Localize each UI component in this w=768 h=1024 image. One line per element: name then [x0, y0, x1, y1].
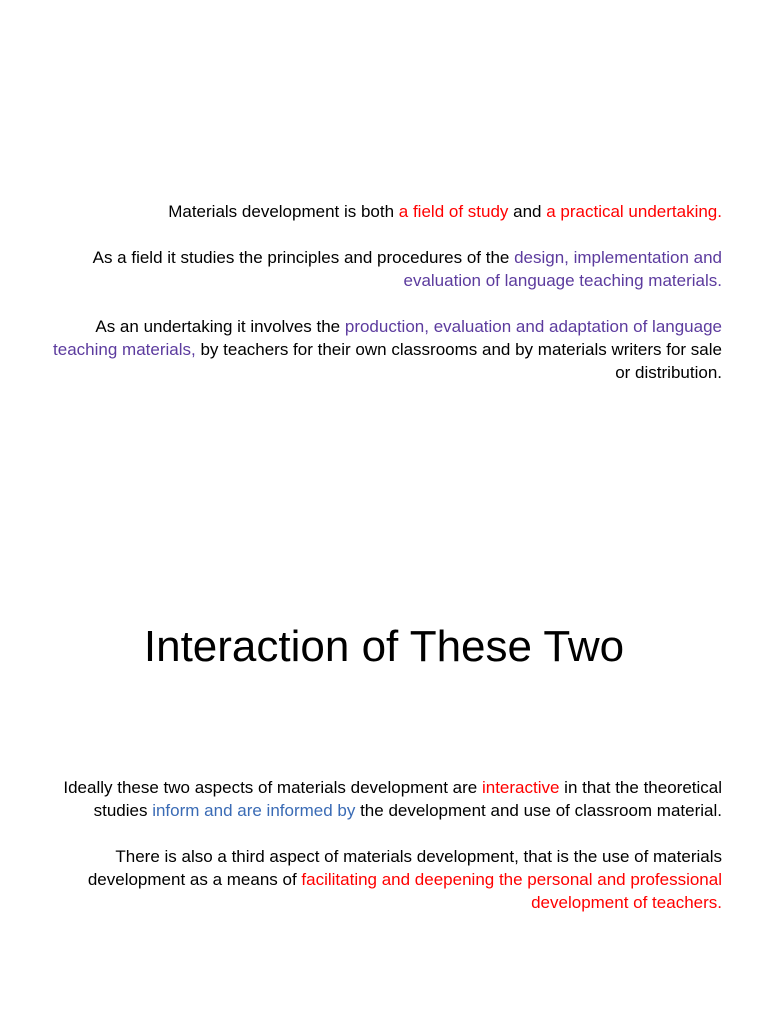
paragraph-as-a-field [40, 246, 722, 292]
text-run: As an undertaking it involves the [95, 317, 345, 336]
bottom-text-block [40, 776, 722, 914]
text-run: the development and use of classroom material. [355, 801, 722, 820]
text-run: There is also a third aspect of materials development, that is the use of materials development as a means of [87, 847, 722, 889]
highlight-field-of-study: a field of study [398, 202, 509, 221]
paragraph-interaction [40, 776, 722, 822]
paragraph-third-aspect [40, 845, 722, 914]
text-run: Materials development is both [168, 202, 399, 221]
text-run: As a field it studies the principles and procedures of the [92, 248, 515, 267]
top-text-block [40, 200, 722, 384]
text-run: and [508, 202, 547, 221]
highlight-design-implementation: design, implementation and evaluation of language teaching materials. [403, 248, 722, 290]
text-run: Ideally these two aspects of materials development are [63, 778, 482, 797]
paragraph-field-of-study [40, 200, 722, 223]
highlight-practical-undertaking: a practical undertaking. [546, 202, 722, 221]
highlight-inform: inform and are informed by [152, 801, 356, 820]
highlight-production-evaluation: production, evaluation and adaptation of language teaching materials, [53, 317, 722, 359]
paragraph-as-an-undertaking [40, 315, 722, 384]
text-run: in that the theoretical studies [93, 778, 722, 820]
section-heading: Interaction of These Two [143, 622, 625, 671]
highlight-professional-development: facilitating and deepening the personal and professional development of teachers. [301, 870, 722, 912]
text-run: by teachers for their own classrooms and by materials writers for sale or distribution. [195, 340, 722, 382]
highlight-interactive: interactive [481, 778, 560, 797]
